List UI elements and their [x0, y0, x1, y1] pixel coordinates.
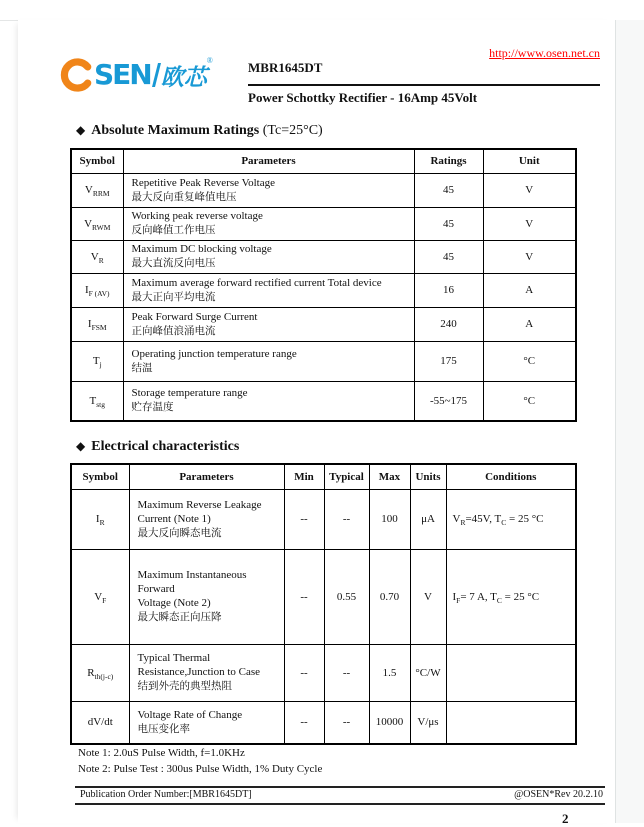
- param-line-cn: 最大反向瞬态电流: [137, 527, 222, 539]
- param-line-en: Storage temperature range: [131, 387, 248, 400]
- rating-cell: 240: [414, 307, 483, 341]
- col-header-unit: Unit: [483, 149, 576, 173]
- note-2: Note 2: Pulse Test : 300us Pulse Width, 1% Duty Cycle: [78, 762, 323, 775]
- col-header-typical: Typical: [324, 464, 369, 489]
- unit-cell: V: [483, 240, 576, 273]
- param-line: Current (Note 1): [137, 512, 211, 525]
- param-line-en: Repetitive Peak Reverse Voltage: [131, 176, 275, 189]
- param-line-cn: 结温: [131, 362, 153, 374]
- col-header-symbol: Symbol: [71, 464, 129, 489]
- conditions-cell: $V_R=45V$, $T_C = 25$ °C: [446, 489, 576, 549]
- table-row: [71, 341, 576, 381]
- symbol-cell: $T_{stg}$: [71, 381, 123, 421]
- table-row: [71, 207, 576, 240]
- col-header-min: Min: [284, 464, 324, 489]
- parameters-cell: [129, 489, 284, 549]
- units-cell: V: [410, 549, 446, 644]
- parameters-cell: [123, 341, 414, 381]
- col-header-ratings: Ratings: [414, 149, 483, 173]
- parameters-cell: [123, 207, 414, 240]
- table-row: [71, 489, 576, 549]
- param-line: Resistance,Junction to Case: [137, 666, 261, 678]
- conditions-cell: $I_F= 7$ A, $T_C = 25$ °C: [446, 549, 576, 644]
- section-title: Electrical characteristics: [91, 439, 240, 454]
- rating-cell: 45: [414, 207, 483, 240]
- viewer-top-margin: [0, 0, 644, 21]
- logo-slash: [152, 63, 161, 87]
- param-line-en: Maximum average forward rectified current Total device: [131, 276, 382, 289]
- param-line-cn: 电压变化率: [137, 723, 190, 735]
- footer-divider-bottom: [75, 803, 605, 805]
- param-line-en: Maximum DC blocking voltage: [131, 243, 272, 255]
- symbol-cell: $T_j$: [71, 341, 123, 381]
- parameters-cell: [123, 173, 414, 207]
- table-header-row: [71, 464, 576, 489]
- min-cell: --: [284, 489, 324, 549]
- table-row: [71, 240, 576, 273]
- table-header-row: [71, 149, 576, 173]
- typical-cell: --: [324, 489, 369, 549]
- min-cell: --: [284, 549, 324, 644]
- param-line: Maximum Instantaneous Forward: [137, 569, 247, 595]
- section-heading-electrical-characteristics: [76, 439, 239, 455]
- parameters-cell: [129, 549, 284, 644]
- table-row: [71, 549, 576, 644]
- unit-cell: A: [483, 273, 576, 307]
- conditions-cell: [446, 644, 576, 701]
- param-line-en: Peak Forward Surge Current: [131, 310, 258, 323]
- units-cell: °C/W: [410, 644, 446, 701]
- param-line-cn: 最大正向平均电流: [131, 291, 216, 303]
- symbol-cell: $V_R$: [71, 240, 123, 273]
- parameters-cell: [129, 644, 284, 701]
- notes-block: [78, 746, 322, 777]
- conditions-cell: [446, 701, 576, 744]
- typical-cell: 0.55: [324, 549, 369, 644]
- viewer-right-margin: [615, 20, 644, 823]
- footer-divider-top: [75, 786, 605, 788]
- unit-cell: V: [483, 207, 576, 240]
- registered-trademark-mark: ®: [206, 56, 213, 65]
- col-header-conditions: Conditions: [446, 464, 576, 489]
- table-row: [71, 307, 576, 341]
- osen-logo: [58, 54, 213, 96]
- col-header-max: Max: [369, 464, 410, 489]
- table-row: [71, 273, 576, 307]
- max-cell: 0.70: [369, 549, 410, 644]
- publication-order-number: Publication Order Number:[MBR1645DT]: [80, 789, 252, 800]
- min-cell: --: [284, 701, 324, 744]
- typical-cell: --: [324, 644, 369, 701]
- param-line-cn: 正向峰值浪涌电流: [131, 325, 216, 337]
- revision-label: @OSEN*Rev 20.2.10: [514, 789, 603, 800]
- table-row: [71, 644, 576, 701]
- symbol-cell: $I_{F (AV)}$: [71, 273, 123, 307]
- logo-text-sen: SEN: [94, 58, 151, 91]
- symbol-cell: $V_{RWM}$: [71, 207, 123, 240]
- section-heading-absolute-maximum-ratings: [76, 123, 323, 139]
- param-line-cn: 最大反向重复峰值电压: [131, 191, 237, 203]
- product-subtitle: Power Schottky Rectifier - 16Amp 45Volt: [248, 90, 478, 105]
- symbol-cell: dV/dt: [71, 701, 129, 744]
- table-row: [71, 701, 576, 744]
- rating-cell: -55~175: [414, 381, 483, 421]
- param-line: Voltage Rate of Change: [137, 708, 243, 721]
- rating-cell: 175: [414, 341, 483, 381]
- table-row: [71, 381, 576, 421]
- datasheet-page: [18, 20, 615, 826]
- param-line-cn: 结到外壳的典型热阻: [137, 681, 232, 692]
- symbol-cell: $V_{RRM}$: [71, 173, 123, 207]
- section-title-suffix: (Tc=25°C): [259, 123, 323, 138]
- symbol-cell: $I_{FSM}$: [71, 307, 123, 341]
- unit-cell: A: [483, 307, 576, 341]
- page-number: 2: [562, 811, 569, 826]
- osen-logo-swirl-icon: [58, 57, 94, 93]
- param-line-cn: 反向峰值工作电压: [131, 225, 216, 236]
- col-header-units: Units: [410, 464, 446, 489]
- table-row: [71, 173, 576, 207]
- rating-cell: 16: [414, 273, 483, 307]
- units-cell: V/μs: [410, 701, 446, 744]
- min-cell: --: [284, 644, 324, 701]
- max-cell: 1.5: [369, 644, 410, 701]
- logo-text-cn: 欧芯: [160, 64, 207, 91]
- diamond-bullet-icon: ◆: [76, 439, 86, 453]
- param-line: Maximum Reverse Leakage: [137, 498, 262, 511]
- typical-cell: --: [324, 701, 369, 744]
- parameters-cell: [123, 273, 414, 307]
- rating-cell: 45: [414, 173, 483, 207]
- parameters-cell: [123, 240, 414, 273]
- unit-cell: °C: [483, 341, 576, 381]
- website-link[interactable]: http://www.osen.net.cn: [489, 46, 600, 60]
- param-line-cn: 最大直流反向电压: [131, 258, 216, 269]
- param-line: Voltage (Note 2): [137, 597, 211, 609]
- absolute-maximum-ratings-table: [70, 148, 577, 422]
- diamond-bullet-icon: ◆: [76, 123, 86, 137]
- symbol-cell: $V_F$: [71, 549, 129, 644]
- header-divider: [248, 84, 600, 86]
- symbol-cell: $R_{th(j-c)}$: [71, 644, 129, 701]
- symbol-cell: $I_R$: [71, 489, 129, 549]
- electrical-characteristics-table: [70, 463, 577, 745]
- param-line-cn: 贮存温度: [131, 402, 174, 414]
- col-header-parameters: Parameters: [123, 149, 414, 173]
- param-line-en: Working peak reverse voltage: [131, 210, 263, 222]
- col-header-symbol: Symbol: [71, 149, 123, 173]
- parameters-cell: [123, 381, 414, 421]
- param-line: Typical Thermal: [137, 652, 211, 664]
- rating-cell: 45: [414, 240, 483, 273]
- section-title: Absolute Maximum Ratings: [91, 123, 260, 138]
- max-cell: 10000: [369, 701, 410, 744]
- parameters-cell: [123, 307, 414, 341]
- units-cell: μA: [410, 489, 446, 549]
- unit-cell: °C: [483, 381, 576, 421]
- max-cell: 100: [369, 489, 410, 549]
- unit-cell: V: [483, 173, 576, 207]
- param-line-en: Operating junction temperature range: [131, 347, 297, 360]
- part-number: MBR1645DT: [248, 60, 323, 75]
- parameters-cell: [129, 701, 284, 744]
- param-line-cn: 最大瞬态正向压降: [137, 612, 222, 623]
- col-header-parameters: Parameters: [129, 464, 284, 489]
- note-1: Note 1: 2.0uS Pulse Width, f=1.0KHz: [78, 747, 245, 759]
